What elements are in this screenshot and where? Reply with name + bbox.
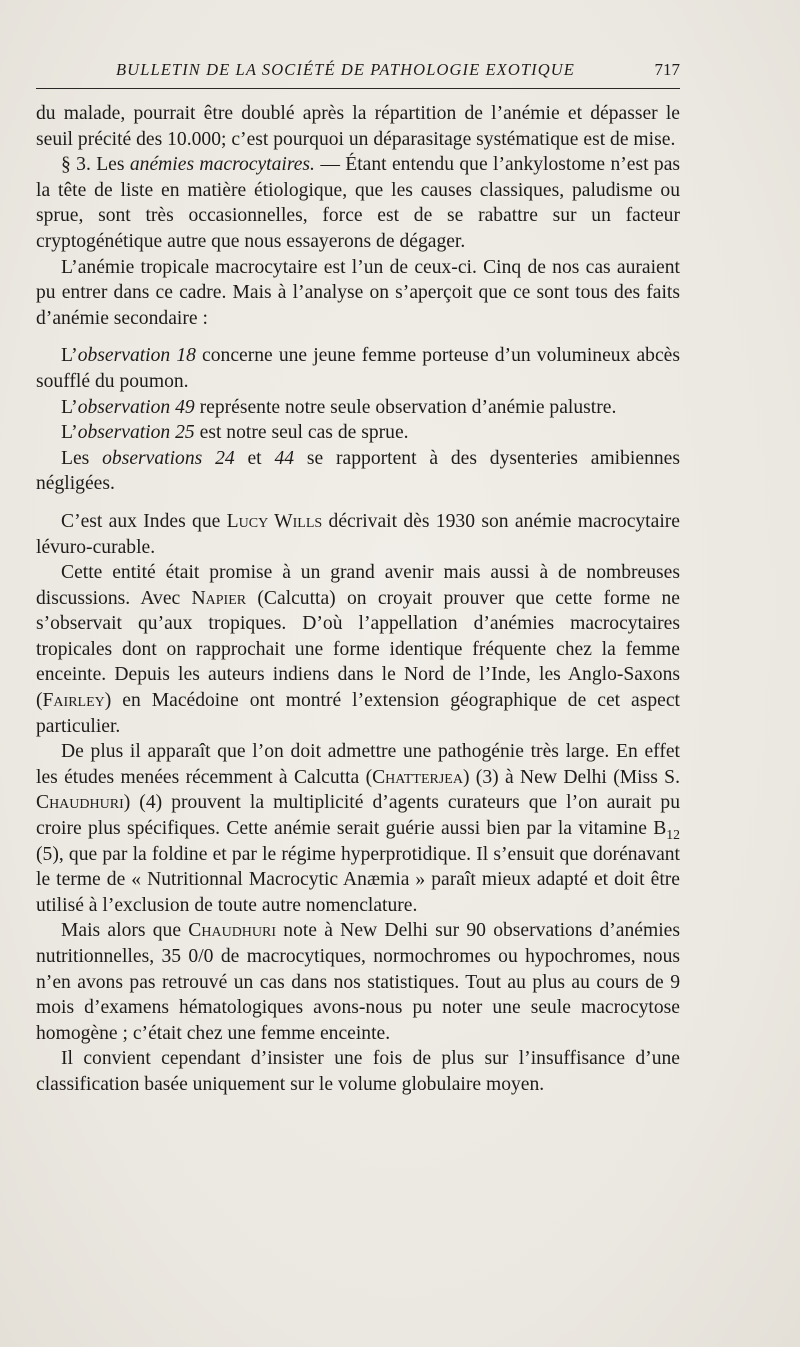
paragraph [36,343,680,394]
paragraph [36,420,680,446]
italic-text: 44 [274,447,295,469]
text-run: (Calcutta) on croyait prouver que cette forme ne s’observait qu’aux tropiques. D’où l’appellation d’anémies macrocytaires tropicales dont on rapprochait une forme identique fréquente chez la femme enceinte. Depuis les auteurs indiens dans le Nord de l’Inde, les Anglo-Saxons ( [36,587,680,712]
body-text [36,101,680,1098]
text-run: Les [61,447,103,469]
text-run: C’est aux Indes que [61,510,227,532]
text-run: Il convient cependant d’insister une fois de plus sur l’insuffisance d’une classification basée uniquement sur le volume globulaire moyen. [36,1048,680,1095]
italic-text: observation 18 [77,345,196,367]
text-run: concerne une jeune femme porteuse d’un volumineux abcès soufflé du poumon. [36,345,680,392]
author-name: Napier [191,587,247,609]
text-run: § 3. Les [61,154,130,176]
text-run: L’ [61,345,78,367]
italic-text: anémies macrocytaires. [129,154,315,176]
author-name: Chaudhuri [188,920,277,942]
text-run: L’anémie tropicale macrocytaire est l’un de ceux-ci. Cinq de nos cas auraient pu entrer dans ce cadre. Mais à l’analyse on s’aperçoit que ce sont tous des faits d’anémie secondaire : [36,256,680,329]
text-run: note à New Delhi sur 90 observations d’anémies nutritionnelles, 35 0/0 de macrocytiques, normochromes ou hypochromes, nous n’en avons pas retrouvé un cas dans nos statistiques. Tout au plus au cours de 9 mois d’examens hématologiques avons-nous pu noter une seule macrocytose homogène ; c’était chez une femme enceinte. [36,920,681,1044]
text-run: De plus il apparaît que l’on doit admettre une pathogénie très large. En effet les études menées récemment à Calcutta ( [36,741,680,788]
author-name: Fairley [42,690,105,712]
italic-text: observation 25 [77,422,195,444]
text-run: — Étant entendu que l’ankylostome n’est pas la tête de liste en matière étiologique, que les causes classiques, paludisme ou sprue, sont très occasionnelles, force est de se rabattre sur un facteur cryptogénétique autre que nous essayerons de dégager. [36,154,681,252]
text-run: du malade, pourrait être doublé après la répartition de l’anémie et dépasser le seuil précité des 10.000; c’est pourquoi un déparasitage systématique est de mise. [36,103,680,150]
text-run: décrivait dès 1930 son anémie macrocytaire lévuro-curable. [36,510,680,558]
paragraph [36,1046,680,1097]
author-name: Chatterjea [372,766,463,788]
text-run: ) (4) prouvent la multiplicité d’agents curateurs que l’on aurait pu croire plus spécifiques. Cette anémie serait guérie aussi bien par la vitamine B [36,792,680,840]
paragraph [36,739,680,918]
running-header [36,58,680,89]
text-run: (5), que par la foldine et par le régime hyperprotidique. Il s’ensuit que dorénavant le terme de « Nutritionnal Macrocytic Anæmia » paraît mieux adapté et doit être utilisé à l’exclusion de toute autre nomenclature. [36,843,680,916]
italic-text: observations 24 [102,447,235,469]
author-name: Lucy Wills [226,510,323,532]
paragraph [36,446,680,497]
text-run: ) (3) à New Delhi (Miss S. [462,766,680,788]
text-run: est notre seul cas de sprue. [194,422,409,444]
text-run: représente notre seule observation d’anémie palustre. [194,396,617,418]
paragraph [36,918,680,1046]
paragraph [36,101,680,152]
text-run: se rapportent à des dysenteries amibiennes négligées. [36,447,680,495]
text-run: L’ [61,396,78,418]
italic-text: observation 49 [77,396,195,418]
text-run: Mais alors que [61,920,189,942]
author-name: Chaudhuri [36,792,124,814]
page-number: 717 [654,60,680,79]
subscript: 12 [666,826,680,842]
text-run: et [234,447,275,469]
text-run: Cette entité était promise à un grand avenir mais aussi à de nombreuses discussions. Avec [36,562,680,609]
journal-title: BULLETIN DE LA SOCIÉTÉ DE PATHOLOGIE EXOTIQUE [116,60,575,79]
text-run: ) en Macédoine ont montré l’extension géographique de cet aspect particulier. [36,690,680,737]
paragraph [36,509,680,560]
paragraph [36,560,680,739]
paragraph [36,152,680,254]
text-run: L’ [61,422,78,444]
paragraph [36,395,680,421]
paragraph [36,255,680,332]
